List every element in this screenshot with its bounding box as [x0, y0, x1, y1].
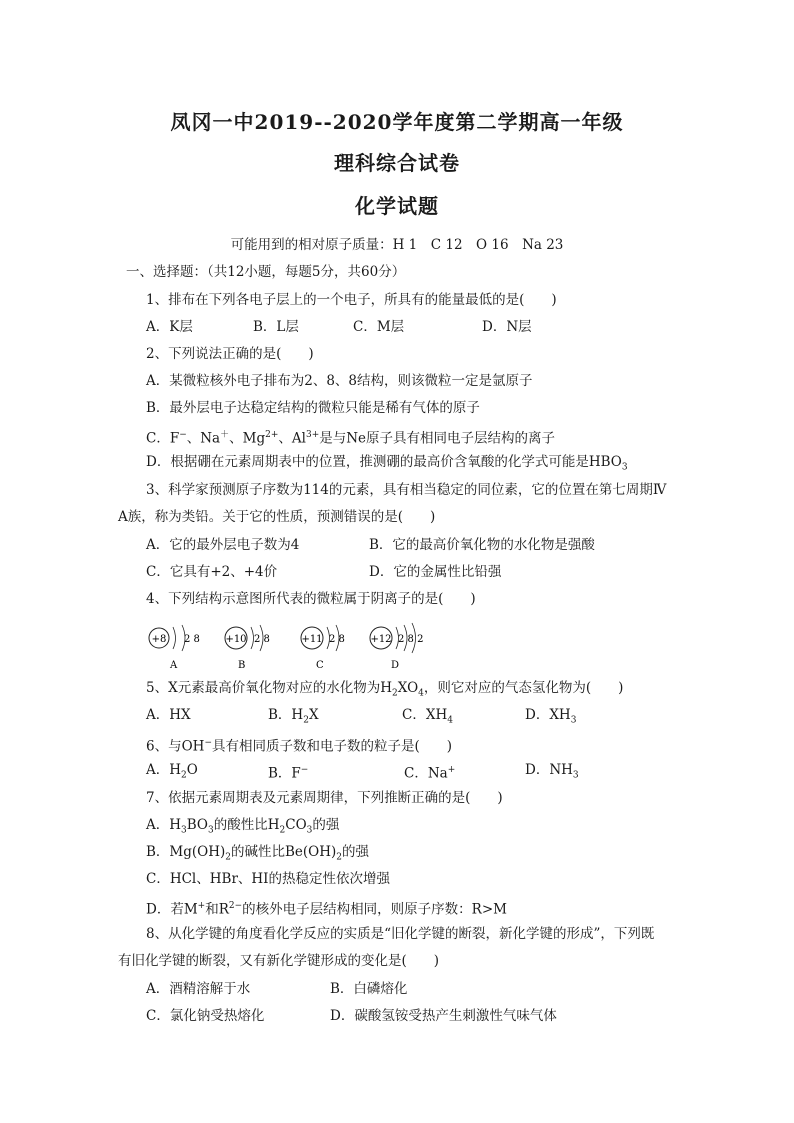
q1-option-d: D．N层 — [482, 319, 532, 335]
q6-option-c: C．Na+ — [404, 765, 456, 782]
structure-c — [301, 625, 345, 671]
atomic-masses: 可能用到的相对原子质量：H 1 C 12 O 16 Na 23 — [230, 237, 564, 253]
structure-d-nucleus: +12 — [370, 634, 392, 645]
section-heading: 一、选择题：（共12小题，每题5分，共60分） — [126, 264, 406, 280]
q7-stem: 7、依据元素周期表及元素周期律，下列推断正确的是( ) — [146, 790, 503, 806]
q8-option-a: A．酒精溶解于水 — [146, 981, 251, 997]
q8-stem-line1: 8、从化学键的角度看化学反应的实质是“旧化学键的断裂，新化学键的形成”，下列既 — [146, 926, 655, 942]
q7-option-d: D．若M+和$R^{2-}$的核外电子层结构相同，则原子序数：R>M — [146, 901, 507, 918]
q1-option-c: C．M层 — [353, 319, 405, 335]
structure-b-label: B — [238, 660, 246, 671]
structure-a-nucleus: +8 — [151, 634, 167, 645]
q2-stem: 2、下列说法正确的是( ) — [146, 346, 314, 362]
q7-option-c: C．HCl、HBr、HI的热稳定性依次增强 — [146, 871, 391, 887]
q6-stem: 6、与OH−具有相同质子数和电子数的粒子是( ) — [146, 738, 453, 755]
q2-option-a: A．某微粒核外电子排布为2、8、8结构，则该微粒一定是氩原子 — [146, 373, 533, 389]
q5-option-b: B．$H_2X$ — [268, 707, 319, 726]
q1-option-b: B．L层 — [253, 319, 299, 335]
exam-title: 凤冈一中2019--2020学年度第二学期高一年级 — [170, 110, 624, 134]
q5-option-d: D．$XH_3$ — [525, 707, 577, 726]
q5-option-c: C．$XH_4$ — [402, 707, 453, 726]
q2-option-c: C．F−、Na＋、$Mg^{2+}$、$Al^{3+}$是与Ne原子具有相同电子层结构的离子 — [146, 430, 556, 447]
exam-subject: 化学试题 — [355, 194, 439, 218]
q3-option-d: D．它的金属性比铅强 — [369, 564, 502, 580]
structure-d — [370, 623, 423, 671]
q2-option-b: B．最外层电子达稳定结构的微粒只能是稀有气体的原子 — [146, 400, 480, 416]
q5-option-a: A．HX — [146, 707, 191, 723]
structure-a-shells: 2 8 — [184, 634, 200, 645]
q7-option-a: A．$H_3BO_3$的酸性比$H_2CO_3$的强 — [146, 817, 340, 836]
q6-option-d: D．$NH_3$ — [525, 762, 579, 781]
structure-a-label: A — [170, 660, 178, 671]
q7-option-b: B．$Mg(OH)_2$的碱性比$Be(OH)_2$的强 — [146, 844, 370, 863]
q3-option-b: B．它的最高价氧化物的水化物是强酸 — [369, 537, 595, 553]
q8-option-c: C．氯化钠受热熔化 — [146, 1008, 265, 1024]
structure-d-shells: 2 8 2 — [398, 634, 424, 645]
structure-b-shells: 2 8 — [254, 634, 270, 645]
q3-stem-line1: 3、科学家预测原子序数为114的元素，具有相当稳定的同位素，它的位置在第七周期Ⅳ — [146, 482, 667, 498]
structure-c-nucleus: +11 — [301, 634, 323, 645]
q8-stem-line2: 有旧化学键的断裂，又有新化学键形成的变化是( ) — [118, 953, 440, 969]
q1-stem: 1、排布在下列各电子层上的一个电子，所具有的能量最低的是( ) — [146, 292, 557, 308]
structure-b-nucleus: +10 — [225, 634, 247, 645]
q2-option-d: D．根据硼在元素周期表中的位置，推测硼的最高价含氧酸的化学式可能是$HBO_3$ — [146, 454, 628, 473]
q3-stem-line2: A族，称为类铅。关于它的性质，预测错误的是( ) — [118, 509, 436, 525]
structure-c-label: C — [316, 660, 324, 671]
q3-option-a: A．它的最外层电子数为4 — [146, 537, 300, 553]
structure-b — [225, 625, 270, 671]
structure-c-shells: 2 8 — [329, 634, 345, 645]
q8-option-d: D．碳酸氢铵受热产生刺激性气味气体 — [330, 1008, 557, 1024]
q8-option-b: B．白磷熔化 — [330, 981, 408, 997]
structure-d-label: D — [391, 660, 400, 671]
q3-option-c: C．它具有+2、+4价 — [146, 564, 278, 580]
exam-subtitle: 理科综合试卷 — [334, 151, 460, 175]
q6-option-a: A．$H_2O$ — [146, 762, 198, 781]
q6-option-b: B．F− — [268, 765, 309, 782]
q5-stem: 5、X元素最高价氧化物对应的水化物为$H_2XO_4$，则它对应的气态氢化物为( ) — [146, 680, 624, 699]
q1-option-a: A．K层 — [146, 319, 193, 335]
atomic-structure-diagrams — [148, 624, 438, 672]
structure-a — [149, 625, 200, 671]
q4-stem: 4、下列结构示意图所代表的微粒属于阴离子的是( ) — [146, 591, 476, 607]
